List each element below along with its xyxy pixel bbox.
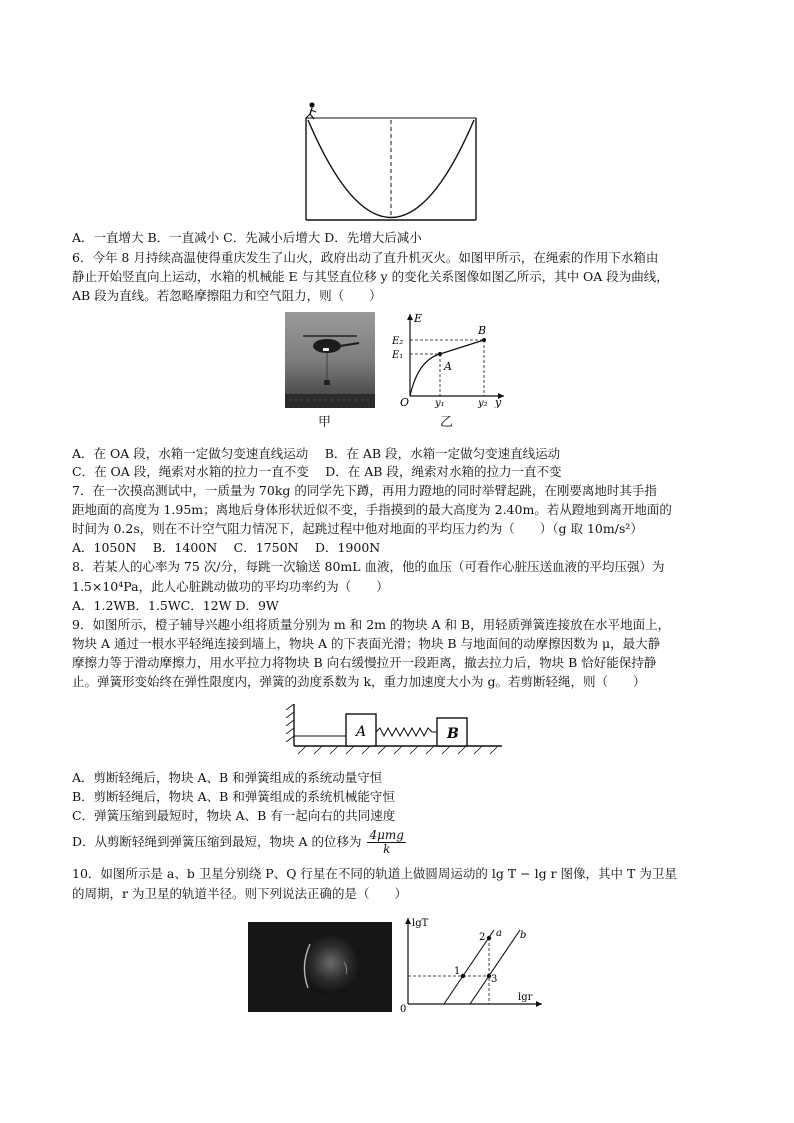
point-B-label: B bbox=[478, 324, 487, 337]
q10-log-graph bbox=[398, 914, 546, 1014]
line-a-label: a bbox=[496, 928, 502, 939]
q7-options: A．1050N B．1400N C．1750N D．1900N bbox=[72, 540, 381, 555]
q9-option-B: B．剪断轻绳后，物块 A、B 和弹簧组成的系统机械能守恒 bbox=[72, 789, 395, 804]
planet-photo bbox=[248, 922, 392, 1012]
q6-options-CD: C．在 OA 段，绳索对水箱的拉力一直不变 D．在 AB 段，绳索对水箱的拉力一直不变 bbox=[72, 464, 562, 479]
q7-stem-1: 7．在一次摸高测试中，一质量为 70kg 的同学先下蹲，再用力蹬地的同时举臂起跳，在刚要离地时其手指 bbox=[72, 483, 657, 498]
q8-options: A．1.2WB．1.5WC．12W D．9W bbox=[72, 598, 279, 613]
origin-zero-label: 0 bbox=[400, 1004, 407, 1014]
label-jia: 甲 bbox=[318, 415, 332, 430]
y2-label: y₂ bbox=[478, 398, 488, 408]
q9-stem-1: 9．如图所示，橙子辅导兴趣小组将质量分别为 m 和 2m 的物块 A 和 B，用轻质弹簧连接放在水平地面上， bbox=[72, 617, 671, 632]
block-B-label: B bbox=[447, 726, 459, 742]
fraction-numerator: 4μmg bbox=[369, 828, 404, 842]
q6-stem-1: 6．今年 8 月持续高温使得重庆发生了山火，政府出动了直升机灭火。如图甲所示，在绳索的作用下水箱由 bbox=[72, 250, 659, 265]
fraction-denominator: k bbox=[383, 842, 391, 856]
axis-lgT-label: lgT bbox=[412, 918, 429, 929]
label-yi: 乙 bbox=[440, 415, 454, 430]
q5-track-figure bbox=[296, 100, 486, 224]
q9-option-D-row bbox=[72, 828, 406, 856]
q8-stem-1: 8．若某人的心率为 75 次/分，每跳一次输送 80mL 血液，他的血压（可看作心脏压送血液的平均压强）为 bbox=[72, 559, 665, 574]
q6-energy-graph bbox=[388, 308, 508, 408]
q7-stem-3: 时间为 0.2s，则在不计空气阻力情况下，起跳过程中他对地面的平均压力约为（ ）（g 取 10m/s²） bbox=[72, 521, 643, 536]
q9-option-D: D．从剪断轻绳到弹簧压缩到最短，物块 A 的位移为 bbox=[72, 834, 362, 849]
line-b-label: b bbox=[520, 930, 527, 941]
q5-options: A．一直增大 B．一直减小 C．先减小后增大 D．先增大后减小 bbox=[72, 230, 422, 245]
q10-stem-2: 的周期，r 为卫星的轨道半径。则下列说法正确的是（ ） bbox=[72, 886, 407, 901]
axis-lgr-label: lgr bbox=[518, 992, 533, 1003]
q9-stem-2: 物块 A 通过一根水平轻绳连接到墙上，物块 A 的下表面光滑；物块 B 与地面间的动摩擦因数为 μ，最大静 bbox=[72, 636, 661, 651]
q9-option-D-fraction bbox=[367, 829, 406, 856]
q6-options-AB: A．在 OA 段，水箱一定做匀变速直线运动 B．在 AB 段，水箱一定做匀变速直线运动 bbox=[72, 446, 561, 461]
q6-stem-2: 静止开始竖直向上运动，水箱的机械能 E 与其竖直位移 y 的变化关系图像如图乙所示，其中 OA 段为曲线， bbox=[72, 269, 669, 284]
origin-label: O bbox=[400, 396, 410, 408]
skateboarder-icon bbox=[306, 102, 316, 119]
point-1-label: 1 bbox=[454, 966, 461, 977]
q8-stem-2: 1.5×10⁴Pa，此人心脏跳动做功的平均功率约为（ ） bbox=[72, 579, 389, 594]
q9-option-C: C．弹簧压缩到最短时，物块 A、B 有一起向右的共同速度 bbox=[72, 808, 396, 823]
point-2-label: 2 bbox=[479, 932, 486, 943]
point-3-label: 3 bbox=[491, 974, 498, 985]
E2-label: E₂ bbox=[392, 336, 404, 347]
q7-stem-2: 距地面的高度为 1.95m；离地后身体形状近似不变，手指摸到的最大高度为 2.40m。若从蹬地到离开地面的 bbox=[72, 502, 672, 517]
y1-label: y₁ bbox=[435, 398, 445, 408]
axis-y-label: y bbox=[495, 396, 502, 408]
axis-E-label: E bbox=[414, 312, 423, 325]
block-A-label: A bbox=[356, 724, 367, 740]
q9-stem-3: 摩擦力等于滑动摩擦力，用水平拉力将物块 B 向右缓慢拉开一段距离，撤去拉力后，物块 B 恰好能保持静 bbox=[72, 655, 657, 670]
q9-blocks-figure bbox=[284, 700, 506, 758]
point-A-label: A bbox=[444, 360, 452, 373]
q9-option-A: A．剪断轻绳后，物块 A、B 和弹簧组成的系统动量守恒 bbox=[72, 770, 383, 785]
q10-stem-1: 10．如图所示是 a、b 卫星分别绕 P、Q 行星在不同的轨道上做圆周运动的 lg T − lg r 图像，其中 T 为卫星 bbox=[72, 866, 677, 881]
E1-label: E₁ bbox=[392, 350, 404, 361]
q6-stem-3: AB 段为直线。若忽略摩擦阻力和空气阻力，则（ ） bbox=[72, 288, 382, 303]
helicopter-photo bbox=[285, 312, 375, 408]
q9-stem-4: 止。弹簧形变始终在弹性限度内，弹簧的劲度系数为 k，重力加速度大小为 g。若剪断轻绳，则（ ） bbox=[72, 674, 646, 689]
